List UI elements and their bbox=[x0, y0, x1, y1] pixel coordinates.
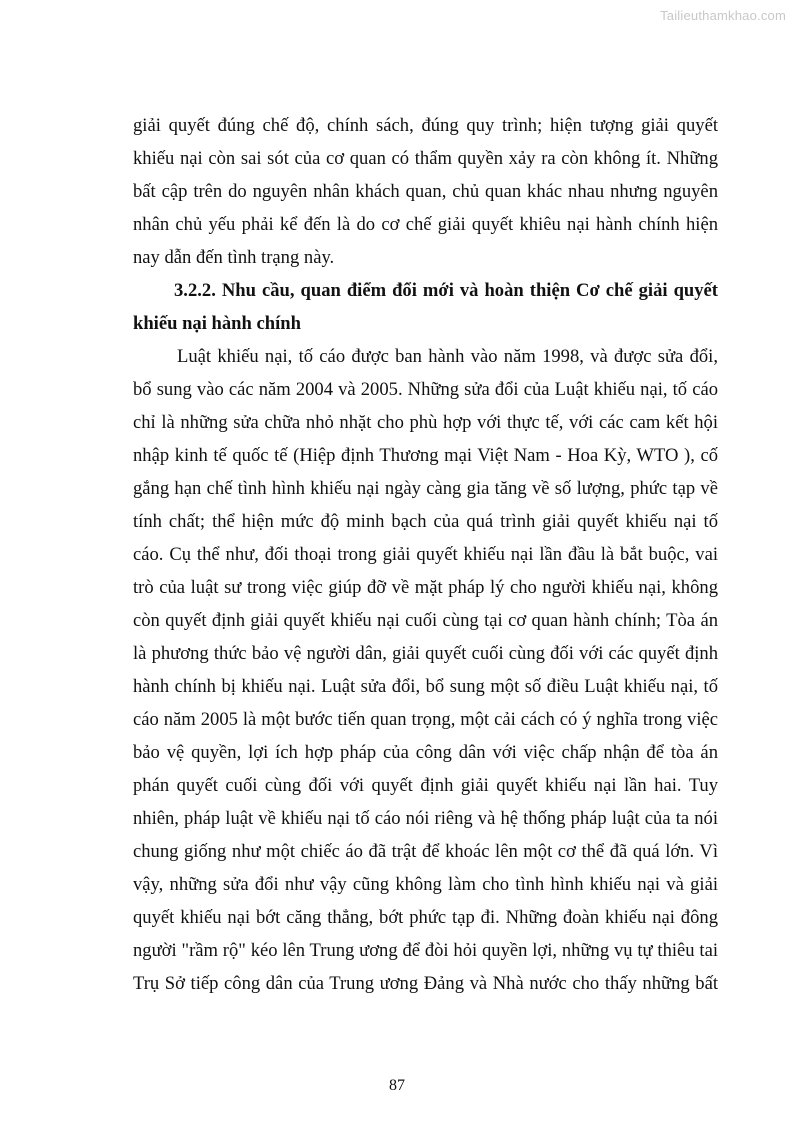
text-line: nay dẫn đến tình trạng này. bbox=[133, 247, 335, 268]
text-line: nhiên, pháp luật về khiếu nại tố cáo nói riêng và hệ thống pháp luật của ta nói bbox=[133, 808, 718, 829]
text-line: cáo năm 2005 là một bước tiến quan trọng, một cải cách có ý nghĩa trong việc bbox=[133, 709, 718, 730]
text-line: khiếu nại còn sai sót của cơ quan có thẩm quyền xảy ra còn không ít. Những bbox=[133, 148, 718, 169]
section-heading bbox=[133, 274, 718, 340]
heading-line: khiếu nại hành chính bbox=[133, 313, 301, 334]
text-line: nhập kinh tế quốc tế (Hiệp định Thương mại Việt Nam - Hoa Kỳ, WTO ), cố bbox=[133, 445, 718, 466]
text-line: cáo. Cụ thể như, đối thoại trong giải quyết khiếu nại lần đầu là bắt buộc, vai bbox=[133, 544, 718, 565]
text-line: chung giống như một chiếc áo đã trật để khoác lên một cơ thể đã quá lớn. Vì bbox=[133, 841, 718, 862]
text-line: quyết khiếu nại bớt căng thẳng, bớt phức tạp đi. Những đoàn khiếu nại đông bbox=[133, 907, 718, 928]
watermark: Tailieuthamkhao.com bbox=[660, 8, 786, 23]
text-line: vậy, những sửa đổi như vậy cũng không làm cho tình hình khiếu nại và giải bbox=[133, 874, 718, 895]
text-line: chỉ là những sửa chữa nhỏ nhặt cho phù hợp với thực tế, với các cam kết hội bbox=[133, 412, 718, 433]
text-line: Trụ Sở tiếp công dân của Trung ương Đảng và Nhà nước cho thấy những bất bbox=[133, 973, 718, 994]
text-line: tính chất; thể hiện mức độ minh bạch của quá trình giải quyết khiếu nại tố bbox=[133, 511, 718, 532]
page-body bbox=[133, 109, 718, 1000]
heading-line: 3.2.2. Nhu cầu, quan điểm đổi mới và hoàn thiện Cơ chế giải quyết bbox=[174, 280, 718, 301]
text-line: người "rầm rộ" kéo lên Trung ương để đòi hỏi quyền lợi, những vụ tự thiêu tai bbox=[133, 940, 718, 961]
text-line: giải quyết đúng chế độ, chính sách, đúng quy trình; hiện tượng giải quyết bbox=[133, 115, 718, 136]
text-line: hành chính bị khiếu nại. Luật sửa đổi, bổ sung một số điều Luật khiếu nại, tố bbox=[133, 676, 718, 697]
text-line: gắng hạn chế tình hình khiếu nại ngày càng gia tăng về số lượng, phức tạp về bbox=[133, 478, 718, 499]
continuation-paragraph bbox=[133, 109, 718, 274]
text-line: bổ sung vào các năm 2004 và 2005. Những sửa đổi của Luật khiếu nại, tố cáo bbox=[133, 379, 718, 400]
text-line: trò của luật sư trong việc giúp đỡ về mặt pháp lý cho người khiếu nại, không bbox=[133, 577, 718, 598]
body-paragraph bbox=[133, 340, 718, 1000]
text-line: nhân chủ yếu phải kể đến là do cơ chế giải quyết khiêu nại hành chính hiện bbox=[133, 214, 718, 235]
text-line: bảo vệ quyền, lợi ích hợp pháp của công dân với việc chấp nhận để tòa án bbox=[133, 742, 718, 763]
text-line: Luật khiếu nại, tố cáo được ban hành vào năm 1998, và được sửa đổi, bbox=[177, 346, 718, 367]
text-line: còn quyết định giải quyết khiếu nại cuối cùng tại cơ quan hành chính; Tòa án bbox=[133, 610, 718, 631]
text-line: là phương thức bảo vệ người dân, giải quyết cuối cùng đối với các quyết định bbox=[133, 643, 718, 664]
page-number: 87 bbox=[389, 1077, 405, 1094]
text-line: bất cập trên do nguyên nhân khách quan, chủ quan khác nhau nhưng nguyên bbox=[133, 181, 718, 202]
text-line: phán quyết cuối cùng đối với quyết định giải quyết khiếu nại lần hai. Tuy bbox=[133, 775, 718, 796]
